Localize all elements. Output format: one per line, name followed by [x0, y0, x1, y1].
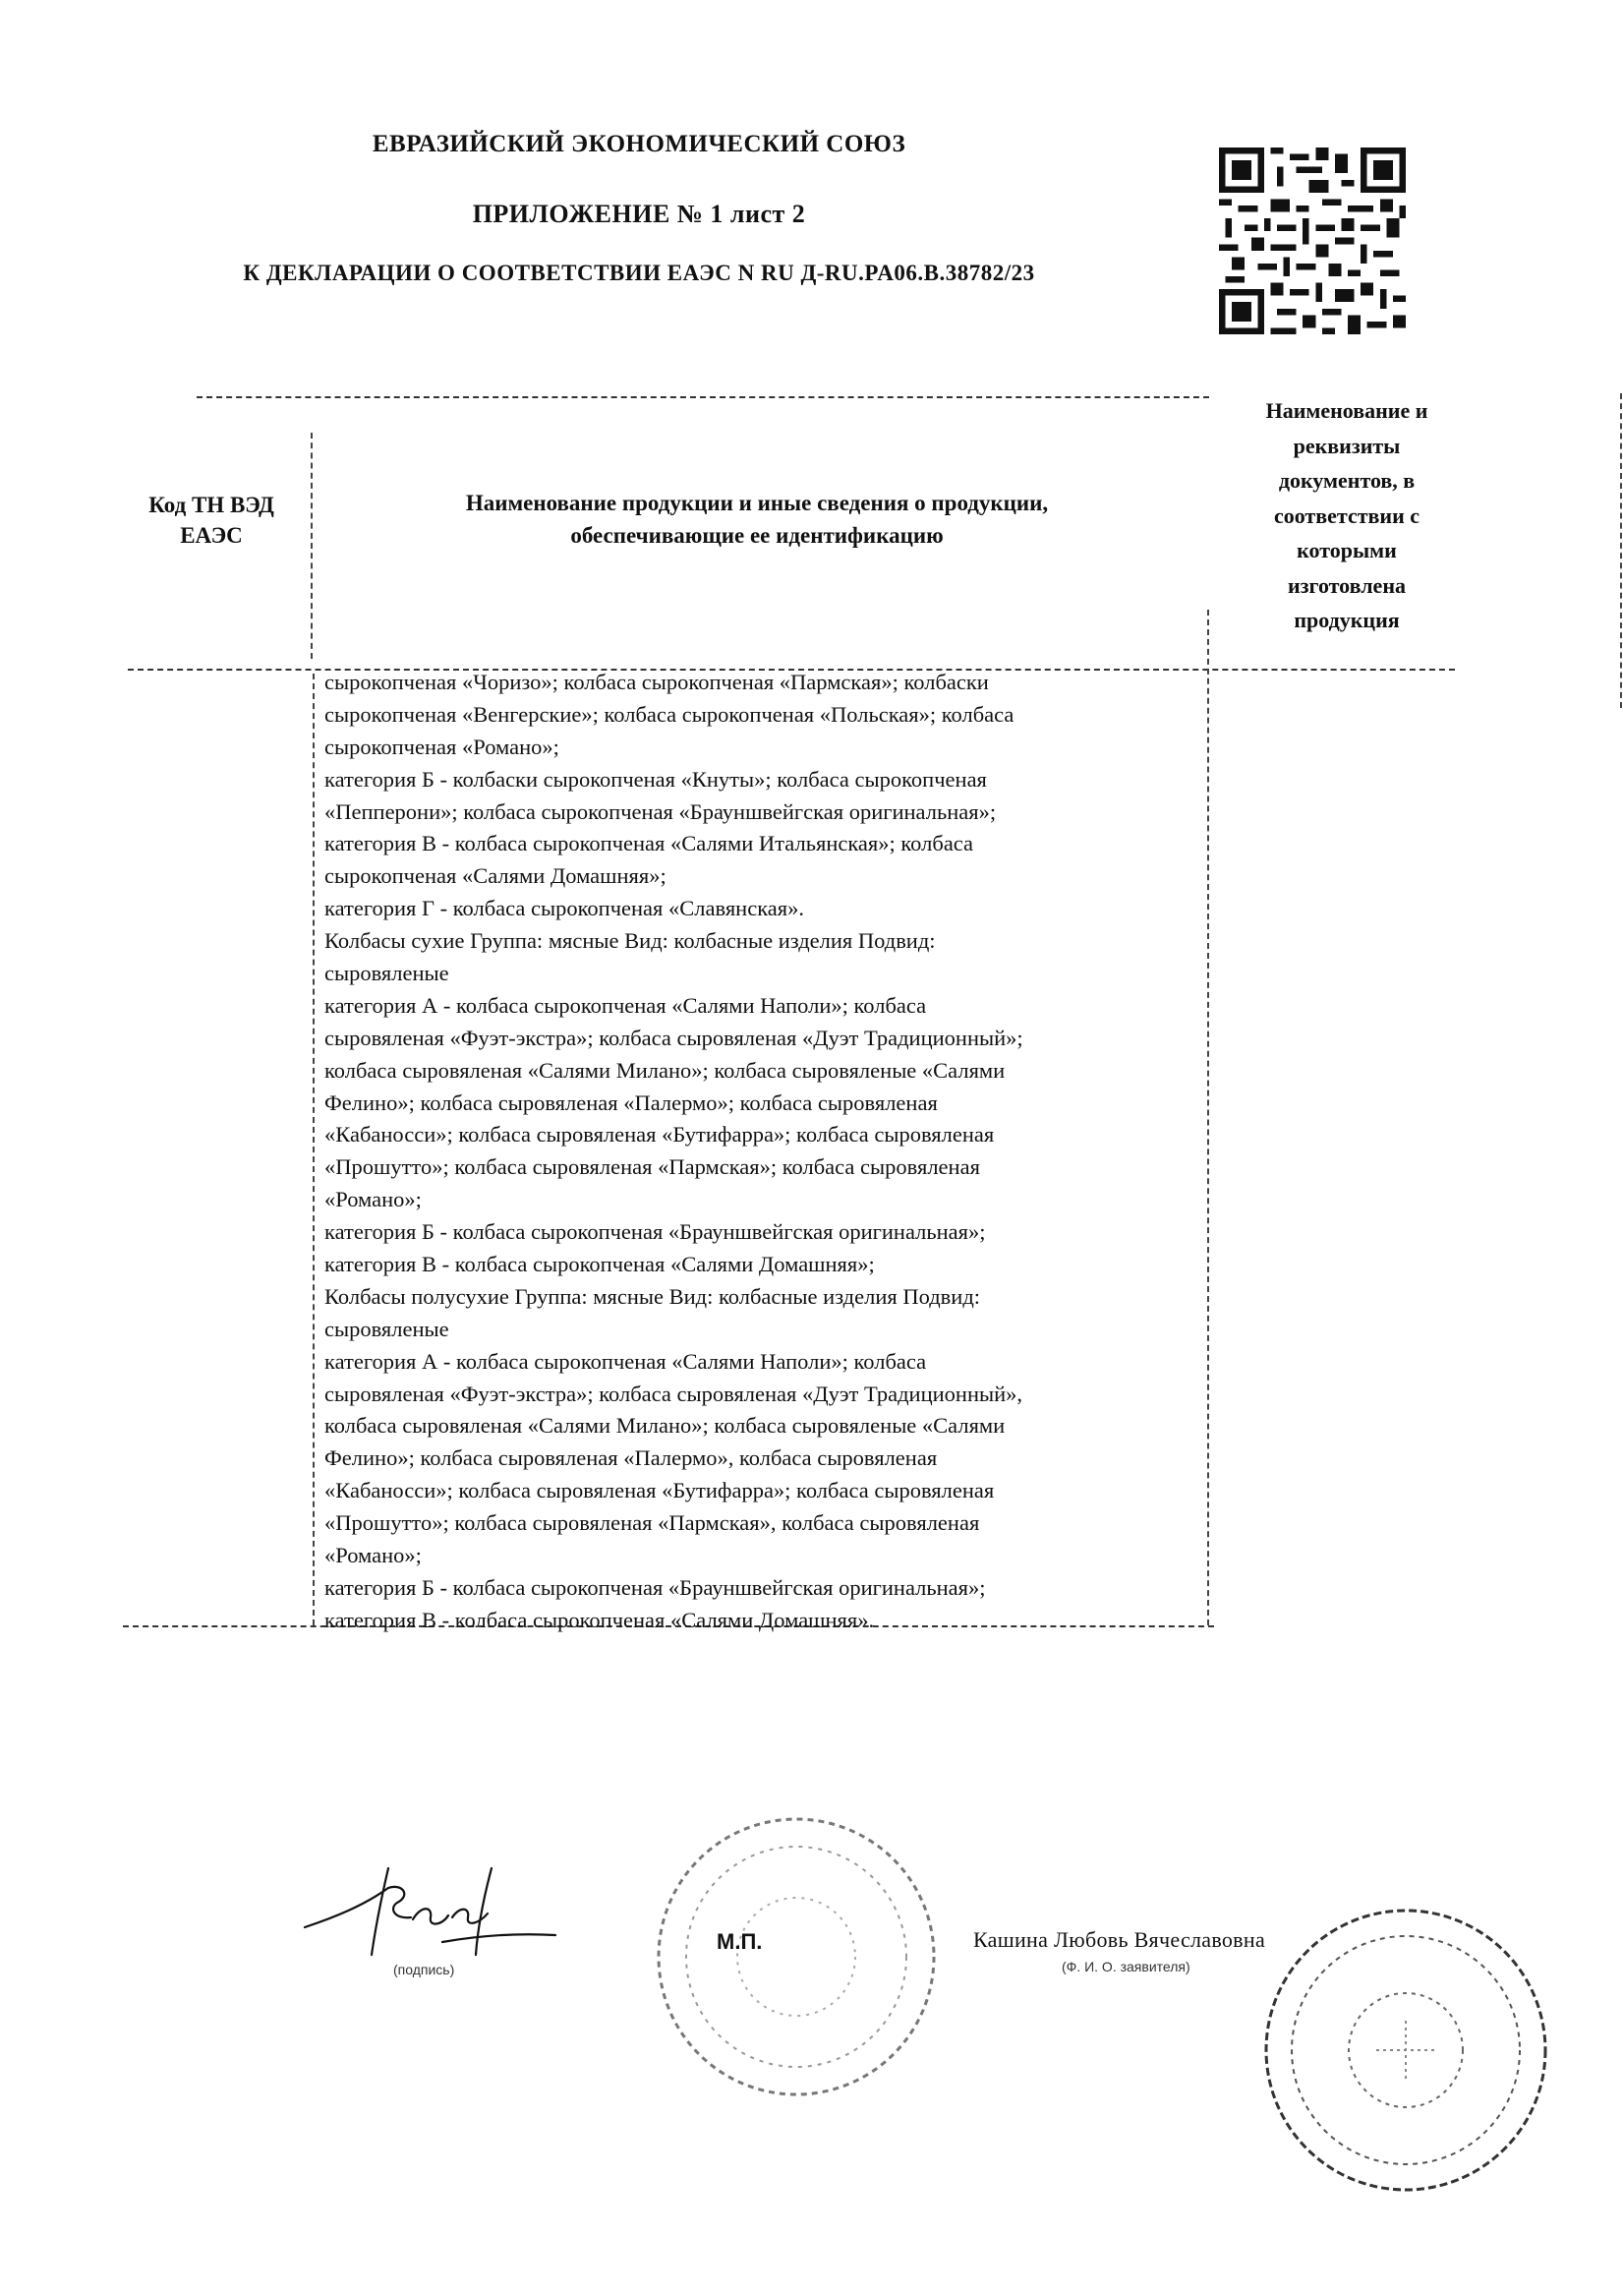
appendix-title: ПРИЛОЖЕНИЕ № 1 лист 2 — [472, 200, 806, 228]
description-line: категория А - колбаса сырокопченая «Салями Наполи»; колбаса — [324, 1348, 927, 1374]
product-name-header-line: Наименование продукции и иные сведения о продукции, — [465, 491, 1049, 515]
table-top-rule — [197, 396, 1209, 398]
applicant-name-caption: (Ф. И. О. заявителя) — [1062, 1959, 1190, 1974]
company-seal — [1258, 1903, 1553, 2198]
column-divider-left — [311, 433, 313, 659]
description-line: сыровяленая «Фуэт-экстра»; колбаса сыровяленая «Дуэт Традиционный»; — [324, 1025, 1023, 1050]
applicant-name: Кашина Любовь Вячеславовна — [973, 1927, 1266, 1952]
product-description — [324, 667, 1189, 1637]
description-line: колбаса сыровяленая «Салями Милано»; колбаса сыровяленые «Салями — [324, 1057, 1006, 1083]
documents-header-line: документов, в — [1278, 468, 1416, 493]
description-line: сырокопченая «Салями Домашняя»; — [324, 863, 667, 889]
documents-header — [1234, 393, 1460, 638]
description-line: Фелино»; колбаса сыровяленая «Палермо»; колбаса сыровяленая — [324, 1089, 938, 1115]
product-name-header — [383, 487, 1130, 552]
description-line: «Кабаносси»; колбаса сыровяленая «Бутифарра»; колбаса сыровяленая — [324, 1478, 995, 1503]
description-line: «Романо»; — [324, 1187, 422, 1212]
description-line: категория В - колбаса сырокопченая «Салями Домашняя»; — [324, 1252, 875, 1277]
seal-place-label: М.П. — [717, 1929, 763, 1954]
description-line: категория В - колбаса сырокопченая «Салями Домашняя». — [324, 1607, 875, 1632]
union-title: ЕВРАЗИЙСКИЙ ЭКОНОМИЧЕСКИЙ СОЮЗ — [372, 131, 906, 157]
description-line: Колбасы полусухие Группа: мясные Вид: колбасные изделия Подвид: — [324, 1283, 981, 1309]
description-line: категория Б - колбаски сырокопченая «Кнуты»; колбаса сырокопченая — [324, 766, 987, 792]
description-line: категория Б - колбаса сырокопченая «Брауншвейгская оригинальная»; — [324, 1574, 986, 1600]
description-line: «Прошутто»; колбаса сыровяленая «Пармская», колбаса сыровяленая — [324, 1510, 980, 1536]
description-line: категория Г - колбаса сырокопченая «Славянская». — [324, 896, 804, 921]
official-stamp — [649, 1809, 944, 2104]
description-line: «Прошутто»; колбаса сыровяленая «Пармская»; колбаса сыровяленая — [324, 1154, 980, 1180]
description-line: категория Б - колбаса сырокопченая «Брауншвейгская оригинальная»; — [324, 1219, 986, 1245]
hs-code-header-line: Код ТН ВЭД — [148, 493, 274, 517]
description-line: сыровяленые — [324, 961, 449, 986]
description-line: «Романо»; — [324, 1543, 422, 1568]
signature — [295, 1849, 560, 1967]
description-line: сырокопченая «Чоризо»; колбаса сырокопченая «Пармская»; колбаски — [324, 670, 989, 694]
description-line: категория В - колбаса сырокопченая «Салями Итальянская»; колбаса — [324, 831, 974, 856]
description-line: Фелино»; колбаса сыровяленая «Палермо», колбаса сыровяленая — [324, 1445, 938, 1471]
description-line: категория А - колбаса сырокопченая «Салями Наполи»; колбаса — [324, 992, 927, 1018]
documents-header-line: продукция — [1294, 608, 1400, 632]
column-divider-body — [313, 674, 315, 1625]
qr-code-icon — [1219, 147, 1406, 334]
description-line: колбаса сыровяленая «Салями Милано»; колбаса сыровяленые «Салями — [324, 1413, 1006, 1439]
product-name-header-line: обеспечивающие ее идентификацию — [570, 523, 944, 548]
description-line: сыровяленые — [324, 1316, 449, 1341]
column-divider-right — [1207, 610, 1209, 1625]
documents-header-line: соответствии с — [1273, 502, 1420, 528]
hs-code-header — [118, 490, 305, 551]
description-line: сырокопченая «Венгерские»; колбаса сырокопченая «Польская»; колбаса — [324, 701, 1014, 727]
documents-header-line: изготовлена — [1287, 572, 1406, 598]
documents-header-line: реквизиты — [1293, 433, 1401, 458]
hs-code-header-line: ЕАЭС — [180, 523, 243, 548]
declaration-number: К ДЕКЛАРАЦИИ О СООТВЕТСТВИИ ЕАЭС N RU Д-RU.PA06.B.38782/23 — [243, 261, 1035, 285]
description-line: «Кабаносси»; колбаса сыровяленая «Бутифарра»; колбаса сыровяленая — [324, 1122, 995, 1148]
signature-caption: (подпись) — [393, 1962, 455, 1977]
documents-header-line: которыми — [1297, 538, 1397, 562]
description-line: сырокопченая «Романо»; — [324, 734, 559, 759]
description-line: Колбасы сухие Группа: мясные Вид: колбасные изделия Подвид: — [324, 928, 936, 954]
description-line: «Пепперони»; колбаса сырокопченая «Брауншвейгская оригинальная»; — [324, 798, 997, 824]
description-line: сыровяленая «Фуэт-экстра»; колбаса сыровяленая «Дуэт Традиционный», — [324, 1381, 1023, 1406]
page-right-edge — [1620, 393, 1622, 708]
documents-header-line: Наименование и — [1265, 398, 1428, 423]
